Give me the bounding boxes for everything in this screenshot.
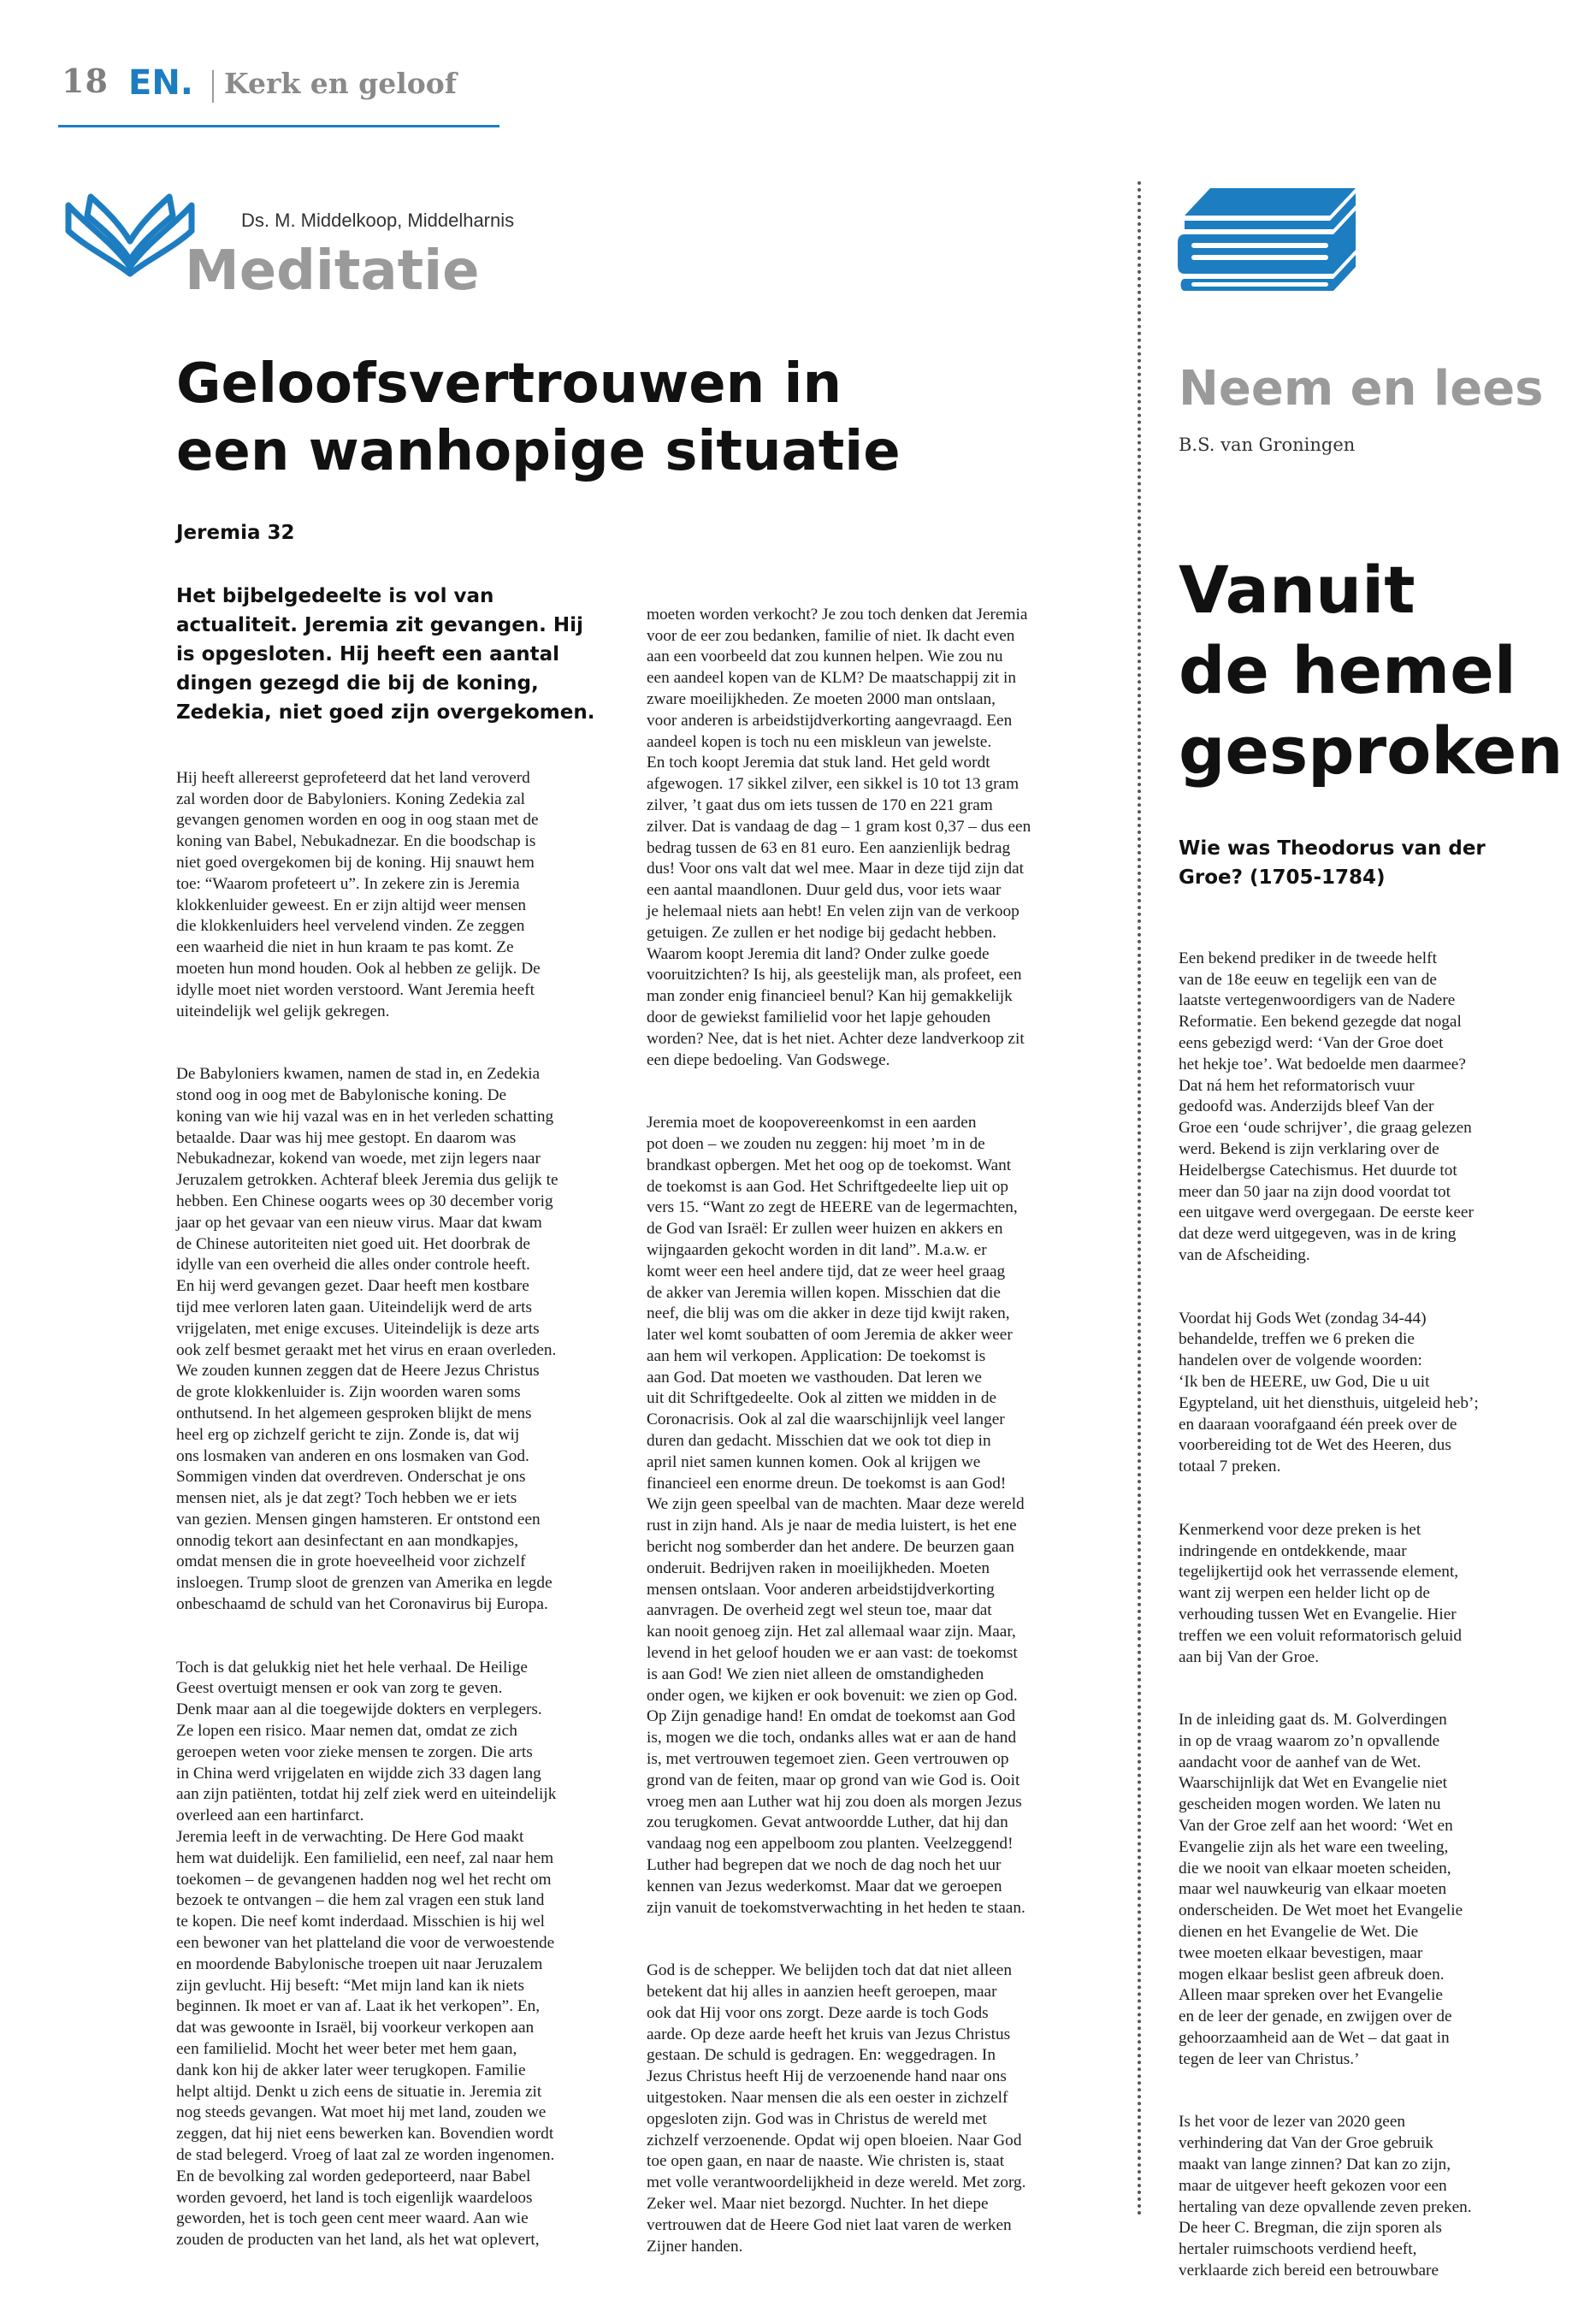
page-number: 18 [62,62,109,100]
paragraph: moeten worden verkocht? Je zou toch denken dat Jeremia voor de eer zou bedanken, familie of niet. Ik dacht even aan een voorbeeld dat zou kunnen helpen. Wie zou nu een aandeel kopen van de KLM? De maatschappij zit in zware moeilijkheden. Ze moeten 2000 man ontslaan, voor anderen is arbeidstijdverkorting aangevraagd. Een aandeel kopen is toch nu een miskleun van jewelste. En toch koopt Jeremia dat stuk land. Het geld wordt afgewogen. 17 sikkel zilver, een sikkel is 10 tot 13 gram zilver, ’t gaat dus om iets tussen de 170 en 221 gram zilver. Dat is vandaag de dag – 1 gram kost 0,37 – dus een bedrag tussen de 63 en 81 euro. Een aanzienlijk bedrag dus! Voor ons valt dat wel mee. Maar in deze tijd zijn dat een aantal maandlonen. Duur geld dus, voor iets waar je helemaal niets aan hebt! En velen zijn van de verkoop getuigen. Ze zullen er het nodige bij gedacht hebben. Waarom koopt Jeremia dit land? Onder zulke goede vooruitzichten? Is hij, als geestelijk man, als profeet, een man zonder enig financieel benul? Kan hij gemakkelijk door de gewiekst familielid voor het lapje gehouden worden? Nee, dat is het niet. Achter deze landverkoop zit een diepe bedoeling. Van Godswege. [647,605,1031,1069]
article-column-1 [176,747,614,2293]
sidebar-body [1179,927,1538,2324]
paragraph: De Babyloniers kwamen, namen de stad in, en Zedekia stond oog in oog met de Babylonische koning. De koning van wie hij vazal was en in het verleden schatting betaalde. Daar was hij mee gestopt. En daarom was Nebukadnezar, kokend van woede, met zijn legers naar Jeruzalem getrokken. Achteraf bleek Jeremia dus gelijk te hebben. Een Chinese oogarts wees op 30 december vorig jaar op het gevaar van een nieuw virus. Maar dat kwam de Chinese autoriteiten niet goed uit. Het doorbrak de idylle van een overheid die alles onder controle heeft. En hij werd gevangen gezet. Daar heeft men kostbare tijd mee verloren laten gaan. Uiteindelijk werd de arts vrijgelaten, met enige excuses. Uiteindelijk is deze arts ook zelf besmet geraakt met het virus en eraan overleden. We zouden kunnen zeggen dat de Heere Jezus Christus de grote klokkenluider is. Zijn woorden waren soms onthutsend. In het algemeen gesproken blijkt de mens heel erg op zichzelf gericht te zijn. Zonde is, dat wij ons losmaken van anderen en ons losmaken van God. Sommigen vinden dat overdreven. Onderschat je ons mensen niet, als je dat zegt? Toch hebben we er iets van gezien. Mensen gingen hamsteren. Er ontstond een onnodig tekort aan desinfectant en aan mondkapjes, omdat mensen die in grote hoeveelheid voor zichzelf insloegen. Trump sloot de grenzen van Amerika en legde onbeschaamd de schuld van het Coronavirus bij Europa. [176,1065,559,1614]
bible-reference: Jeremia 32 [176,522,295,544]
article-category: Meditatie [185,239,480,303]
article-intro: Het bijbelgedeelte is vol van actualiteit. Jeremia zit gevangen. Hij is opgesloten. Hij heeft een aantal dingen gezegd die bij de koning, Zedekia, niet goed zijn overgekomen. [176,585,595,724]
paragraph: Toch is dat gelukkig niet het hele verhaal. De Heilige Geest overtuigt mensen er ook van zorg te geven. Denk maar aan al die toegewijde dokters en verplegers. Ze lopen een risico. Maar nemen dat, omdat ze zich geroepen weten voor zieke mensen te zorgen. Die arts in China werd vrijgelaten en wijdde zich 33 dagen lang aan zijn patiënten, totdat hij zelf ziek werd en uiteindelijk overleed aan een hartinfarct. Jeremia leeft in de verwachting. De Here God maakt hem wat duidelijk. Een familielid, een neef, zal naar hem toekomen – de gevangenen hadden nog wel het recht om bezoek te ontvangen – die hem zal vragen een stuk land te kopen. Die neef komt inderdaad. Misschien is hij wel een bewoner van het platteland die voor de verwoestende en moordende Babylonische troepen uit naar Jeruzalem zijn gevlucht. Hij beseft: “Met mijn land kan ik niets beginnen. Ik moet er van af. Laat ik het verkopen”. En, dat was gewoonte in Israël, bij voorkeur verkopen aan een familielid. Mocht het weer beter met hem gaan, dank kon hij de akker later weer terugkopen. Familie helpt altijd. Denkt u zich eens de situatie in. Jeremia zit nog steeds gevangen. Wat moet hij met land, zouden we zeggen, dat hij niet eens bewerken kan. Bovendien wordt de stad belegerd. Vroeg of laat zal ze worden ingenomen. En de bevolking zal worden gedeporteerd, naar Babel worden gevoerd, het land is toch eigenlijk waardeloos geworden, het is toch geen cent meer waard. Aan wie zouden de producten van het land, als het wat oplevert, [176,1658,557,2250]
paragraph: Hij heeft allereerst geprofeteerd dat het land veroverd zal worden door de Babyloniers. Koning Zedekia zal gevangen genomen worden en oog in oog staan met de koning van Babel, Nebukadnezar. En die boodschap is niet goed overgekomen bij de koning. Hij snauwt hem toe: “Waarom profeteert u”. In zekere zin is Jeremia klokkenluider geweest. En er zijn altijd weer mensen die klokkenluiders heel vervelend vinden. Ze zeggen een waarheid die niet in hun kraam te pas komt. Ze moeten hun mond houden. Ook al hebben ze gelijk. De idylle moet niet worden verstoord. Want Jeremia heeft uiteindelijk wel gelijk gekregen. [176,768,541,1020]
header-rule [58,125,499,127]
sidebar-title-line-2: de hemel [1179,632,1516,708]
article-title [176,351,1031,486]
open-book-heart-icon [62,181,198,280]
paragraph: Een bekend prediker in de tweede helft van de 18e eeuw en tegelijk een van de laatste vertegenwoordigers van de Nadere Reformatie. Een bekend gezegde dat nogal eens gebezigd werd: ‘Van der Groe doet het hekje toe’. Wat bedoelde men daarmee? Dat ná hem het reformatorisch vuur gedoofd was. Anderzijds bleef Van der Groe een ‘oude schrijver’, die graag gelezen werd. Bekend is zijn verklaring over de Heidelbergse Catechismus. Het duurde tot meer dan 50 jaar na zijn dood voordat tot een uitgave werd overgegaan. De eerste keer dat deze werd uitgegeven, was in de kring van de Afscheiding. [1179,949,1474,1264]
sidebar-category: Neem en lees [1179,361,1544,417]
header-separator [212,70,214,103]
en-logo [128,65,205,99]
paragraph: Is het voor de lezer van 2020 geen verhindering dat Van der Groe gebruik maakt van lange zinnen? Dat kan zo zijn, maar de uitgever heeft gekozen voor een hertaling van deze opvallende zeven preken. De heer C. Bregman, die zijn sporen als hertaler ruimschoots verdiend heeft, verklaarde zich bereid een betrouwbare [1179,2113,1472,2280]
article-author: Ds. M. Middelkoop, Middelharnis [241,210,515,231]
section-name: Kerk en geloof [224,67,457,100]
title-line-1: Geloofsvertrouwen in [176,352,842,416]
sidebar-subtitle: Wie was Theodorus van der Groe? (1705-1784) [1179,837,1486,889]
sidebar-title-line-3: gesproken [1179,713,1563,789]
logo-text: EN. [128,65,193,99]
paragraph: Voordat hij Gods Wet (zondag 34-44) behandelde, treffen we 6 preken die handelen over de volgende woorden: ‘Ik ben de HEERE, uw God, Die u uit Egypteland, uit het diensthuis, uitgeleid heb’; en daaraan voorafgaand één preek over de voorbereiding tot de Wet des Heeren, dus totaal 7 preken. [1179,1309,1479,1476]
paragraph: In de inleiding gaat ds. M. Golverdingen in op de vraag waarom zo’n opvallende aandacht voor de aanhef van de Wet. Waarschijnlijk dat Wet en Evangelie niet gescheiden mogen worden. We laten nu Van der Groe zelf aan het woord: ‘Wet en Evangelie zijn als het ware een tweeling, die we nooit van elkaar moeten scheiden, maar wel nauwkeurig van elkaar moeten onderscheiden. De Wet moet het Evangelie dienen en het Evangelie de Wet. Die twee moeten elkaar bevestigen, maar mogen elkaar beslist geen afbreuk doen. Alleen maar spreken over het Evangelie en de leer der genade, en zwijgen over de gehoorzaamheid aan de Wet – dat gaat in tegen de leer van Christus.’ [1179,1711,1463,2068]
sidebar-author: B.S. van Groningen [1179,435,1356,455]
article-column-2 [647,583,1091,2299]
paragraph: Kenmerkend voor deze preken is het indringende en ontdekkende, maar tegelijkertijd ook het verrassende element, want zij werpen een helder licht op de verhouding tussen Wet en Evangelie. Hier treffen we een voluit reformatorisch geluid aan bij Van der Groe. [1179,1520,1463,1666]
paragraph: God is de schepper. We belijden toch dat dat niet alleen betekent dat hij alles in aanzien heeft geroepen, maar ook dat Hij voor ons zorgt. Deze aarde is toch Gods aarde. Op deze aarde heeft het kruis van Jezus Christus gestaan. De schuld is gedragen. En: weggedragen. In Jezus Christus heeft Hij de verzoenende hand naar ons uitgestoken. Naar mensen die als een oester in zichzelf opgesloten zijn. God was in Christus de wereld met zichzelf verzoenende. Opdat wij open bloeien. Naar God toe open gaan, en naar de naaste. Wie christen is, staat met volle verantwoordelijkheid in deze wereld. Met zorg. Zeker wel. Maar niet bezorgd. Nuchter. In het diepe vertrouwen dat de Heere God niet laat varen de werken Zijner handen. [647,1961,1026,2256]
column-divider [1138,181,1141,2217]
closed-books-icon [1176,181,1364,305]
title-line-2: een wanhopige situatie [176,420,901,483]
sidebar-title [1179,550,1563,791]
sidebar-title-line-1: Vanuit [1179,552,1415,628]
paragraph: Jeremia moet de koopovereenkomst in een aarden pot doen – we zouden nu zeggen: hij moet ’m in de brandkast opbergen. Met het oog op de toekomst. Want de toekomst is aan God. Het Schriftgedeelte liep uit op vers 15. “Want zo zegt de HEERE van de legermachten, de God van Israël: Er zullen weer huizen en akkers en wijngaarden gekocht worden in dit land”. M.a.w. er komt weer een heel andere tijd, dat ze weer heel graag de akker van Jeremia willen kopen. Misschien dat die neef, die blij was om die akker in deze tijd kwijt raken, later wel komt soubatten of oom Jeremia de akker weer aan hem wil verkopen. Application: De toekomst is aan God. Dat moeten we vasthouden. Dat leren we uit dit Schriftgedeelte. Ook al zitten we midden in de Coronacrisis. Ook al zal die waarschijnlijk veel langer duren dan gedacht. Misschien dat we ook tot diep in april niet samen kunnen komen. Ook al krijgen we financieel een enorme dreun. De toekomst is aan God! We zijn geen speelbal van de machten. Maar deze wereld rust in zijn hand. Als je naar de media luistert, is het ene bericht nog somberder dan het andere. De beurzen gaan onderuit. Bedrijven raken in moeilijkheden. Moeten mensen ontslaan. Voor anderen arbeidstijdverkorting aanvragen. De overheid zegt wel steun toe, maar dat kan nooit genoeg zijn. Het zal allemaal waar zijn. Maar, levend in het geloof houden we er aan vast: de toekomst is aan God! We zien niet alleen de omstandigheden onder ogen, we kijken er ook bovenuit: we zien op God. Op Zijn genadige hand! En omdat de toekomst aan God is, mogen we die toch, ondanks alles wat er aan de hand is, met vertrouwen tegemoet zien. Geen vertrouwen op grond van de feiten, maar op grond van wie God is. Ooit vroeg men aan Luther wat hij zou doen als morgen Jezus zou terugkomen. Gevat antwoordde Luther, dat hij dan vandaag nog een appelboom zou planten. Veelzeggend! Luther had begrepen dat we noch de dag noch het uur kennen van Jezus wederkomst. Maar dat we geroepen zijn vanuit de toekomstverwachting in het heden te staan. [647,1114,1025,1917]
